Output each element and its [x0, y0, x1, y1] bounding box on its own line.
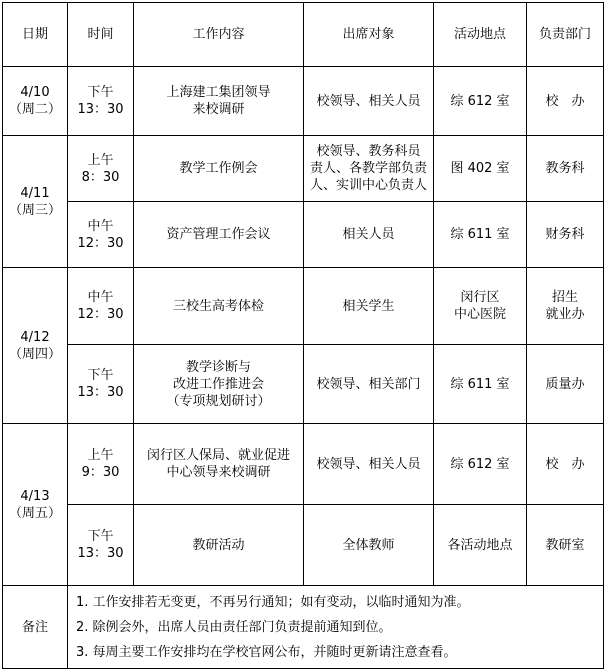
note-item: 3. 每周主要工作安排均在学校官网公布，并随时更新请注意查看。: [76, 644, 457, 660]
location-cell: 各活动地点: [434, 505, 527, 586]
table-row: [3, 136, 604, 202]
attendees-cell: 校领导、相关人员: [304, 67, 434, 136]
time-cell: 下午 13：30: [68, 67, 134, 136]
weekly-schedule-table: [2, 2, 604, 669]
location-cell: 图 402 室: [434, 136, 527, 202]
date-cell: 4/11 （周三）: [3, 136, 68, 268]
content-cell: 教研活动: [134, 505, 304, 586]
table-row: [3, 268, 604, 345]
table-row: [3, 67, 604, 136]
content-cell: 教学工作例会: [134, 136, 304, 202]
content-cell: 三校生高考体检: [134, 268, 304, 345]
dept-cell: 校 办: [527, 424, 604, 505]
header-location: 活动地点: [434, 3, 527, 67]
table-row: [3, 202, 604, 268]
notes-label: 备注: [3, 586, 68, 669]
header-date: 日期: [3, 3, 68, 67]
time-cell: 中午 12：30: [68, 202, 134, 268]
header-content: 工作内容: [134, 3, 304, 67]
location-cell: 综 612 室: [434, 424, 527, 505]
time-cell: 下午 13：30: [68, 505, 134, 586]
time-cell: 上午 8：30: [68, 136, 134, 202]
note-item: 1. 工作安排若无变更，不再另行通知；如有变动，以临时通知为准。: [76, 594, 470, 610]
content-cell: 资产管理工作会议: [134, 202, 304, 268]
location-cell: 综 611 室: [434, 345, 527, 424]
table-row: [3, 424, 604, 505]
attendees-cell: 相关人员: [304, 202, 434, 268]
date-cell: 4/10 （周二）: [3, 67, 68, 136]
time-cell: 中午 12：30: [68, 268, 134, 345]
table-row: [3, 345, 604, 424]
table-row: [3, 505, 604, 586]
attendees-cell: 校领导、相关人员: [304, 424, 434, 505]
dept-cell: 教务科: [527, 136, 604, 202]
dept-cell: 财务科: [527, 202, 604, 268]
header-time: 时间: [68, 3, 134, 67]
location-cell: 综 611 室: [434, 202, 527, 268]
notes-cell: [68, 586, 604, 669]
date-cell: 4/12 （周四）: [3, 268, 68, 424]
location-cell: 闵行区 中心医院: [434, 268, 527, 345]
dept-cell: 校 办: [527, 67, 604, 136]
date-cell: 4/13 （周五）: [3, 424, 68, 586]
dept-cell: 质量办: [527, 345, 604, 424]
content-cell: 教学诊断与 改进工作推进会 （专项规划研讨）: [134, 345, 304, 424]
header-dept: 负责部门: [527, 3, 604, 67]
attendees-cell: 全体教师: [304, 505, 434, 586]
time-cell: 上午 9：30: [68, 424, 134, 505]
dept-cell: 招生 就业办: [527, 268, 604, 345]
attendees-cell: 相关学生: [304, 268, 434, 345]
header-row: [3, 3, 604, 67]
content-cell: 上海建工集团领导 来校调研: [134, 67, 304, 136]
time-cell: 下午 13：30: [68, 345, 134, 424]
note-item: 2. 除例会外，出席人员由责任部门负责提前通知到位。: [76, 619, 392, 635]
notes-row: [3, 586, 604, 669]
location-cell: 综 612 室: [434, 67, 527, 136]
dept-cell: 教研室: [527, 505, 604, 586]
attendees-cell: 校领导、相关部门: [304, 345, 434, 424]
content-cell: 闵行区人保局、就业促进 中心领导来校调研: [134, 424, 304, 505]
header-attendees: 出席对象: [304, 3, 434, 67]
attendees-cell: 校领导、教务科员 责人、各教学部负责 人、实训中心负责人: [304, 136, 434, 202]
